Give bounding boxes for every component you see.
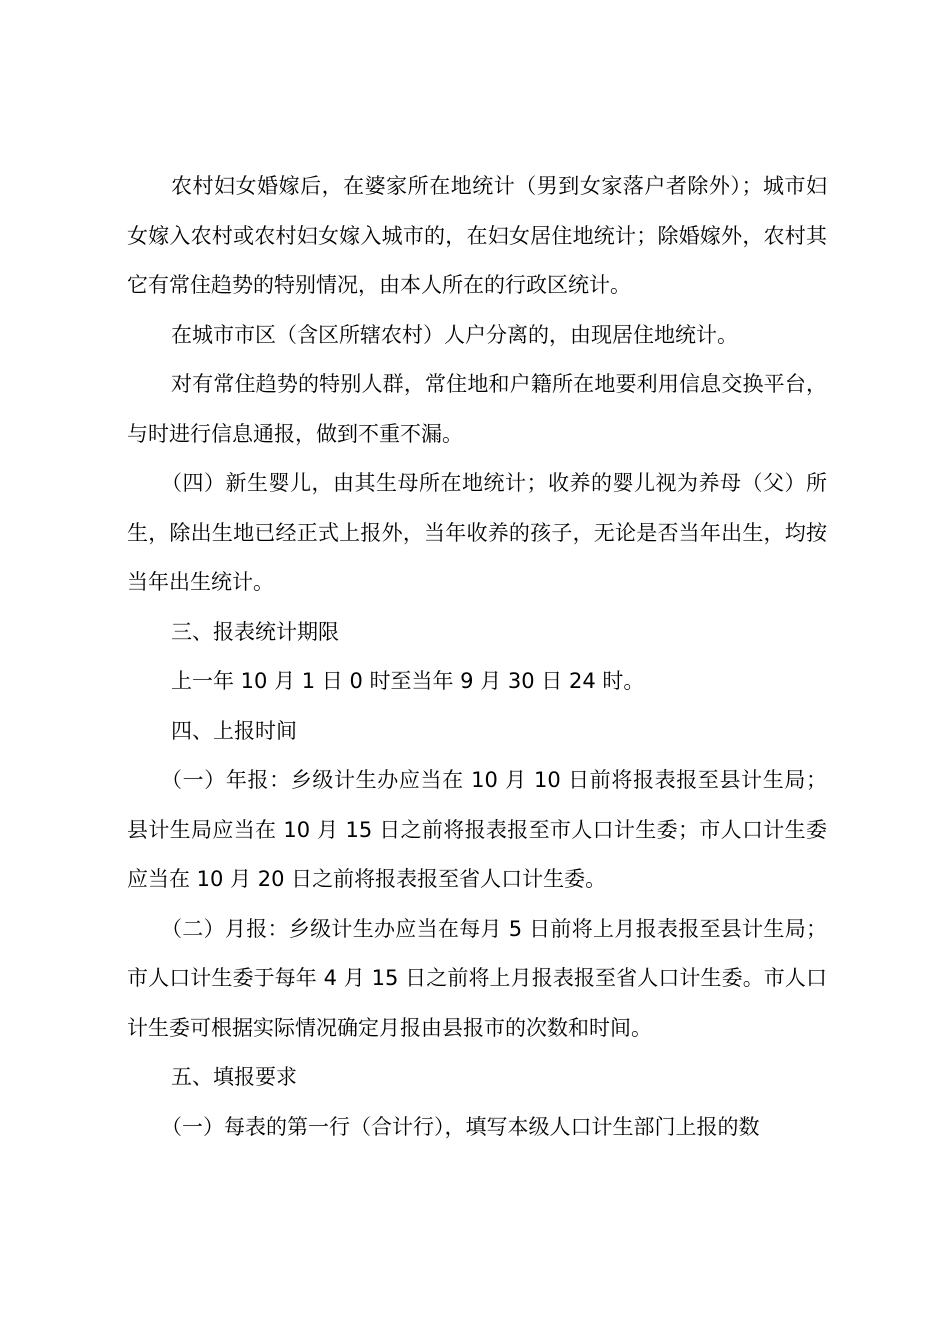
paragraph-special-groups: 对有常住趋势的特别人群，常住地和户籍所在地要利用信息交换平台，与时进行信息通报，做到不重不漏。 bbox=[127, 372, 827, 446]
paragraph-newborn: （四）新生婴儿，由其生母所在地统计；收养的婴儿视为养母（父）所生，除出生地已经正式上报外，当年收养的孩子，无论是否当年出生，均按当年出生统计。 bbox=[127, 471, 827, 594]
document-page bbox=[127, 162, 827, 1152]
paragraph-first-row: （一）每表的第一行（合计行），填写本级人口计生部门上报的数 bbox=[161, 1114, 760, 1139]
section-heading-period: 三、报表统计期限 bbox=[171, 619, 339, 644]
paragraph-monthly-report: （二）月报：乡级计生办应当在每月 5 日前将上月报表报至县计生局；市人口计生委于每年 4 月 15 日之前将上月报表报至省人口计生委。市人口计生委可根据实际情况确定月报由县报市的次数和时间。 bbox=[127, 916, 827, 1040]
paragraph-marriage-rule: 农村妇女婚嫁后，在婆家所在地统计（男到女家落户者除外）；城市妇女嫁入农村或农村妇女嫁入城市的，在妇女居住地统计；除婚嫁外，农村其它有常住趋势的特别情况，由本人所在的行政区统计。 bbox=[127, 174, 827, 297]
paragraph-annual-report: （一）年报：乡级计生办应当在 10 月 10 日前将报表报至县计生局；县计生局应当在 10 月 15 日之前将报表报至市人口计生委；市人口计生委应当在 10 月 20 日之前将报表报至省人口计生委。 bbox=[127, 768, 827, 891]
section-heading-requirements: 五、填报要求 bbox=[171, 1065, 297, 1089]
paragraph-period: 上一年 10 月 1 日 0 时至当年 9 月 30 日 24 时。 bbox=[171, 669, 645, 693]
section-heading-report-time: 四、上报时间 bbox=[171, 718, 297, 743]
paragraph-urban-separation: 在城市市区（含区所辖农村）人户分离的，由现居住地统计。 bbox=[171, 322, 738, 347]
